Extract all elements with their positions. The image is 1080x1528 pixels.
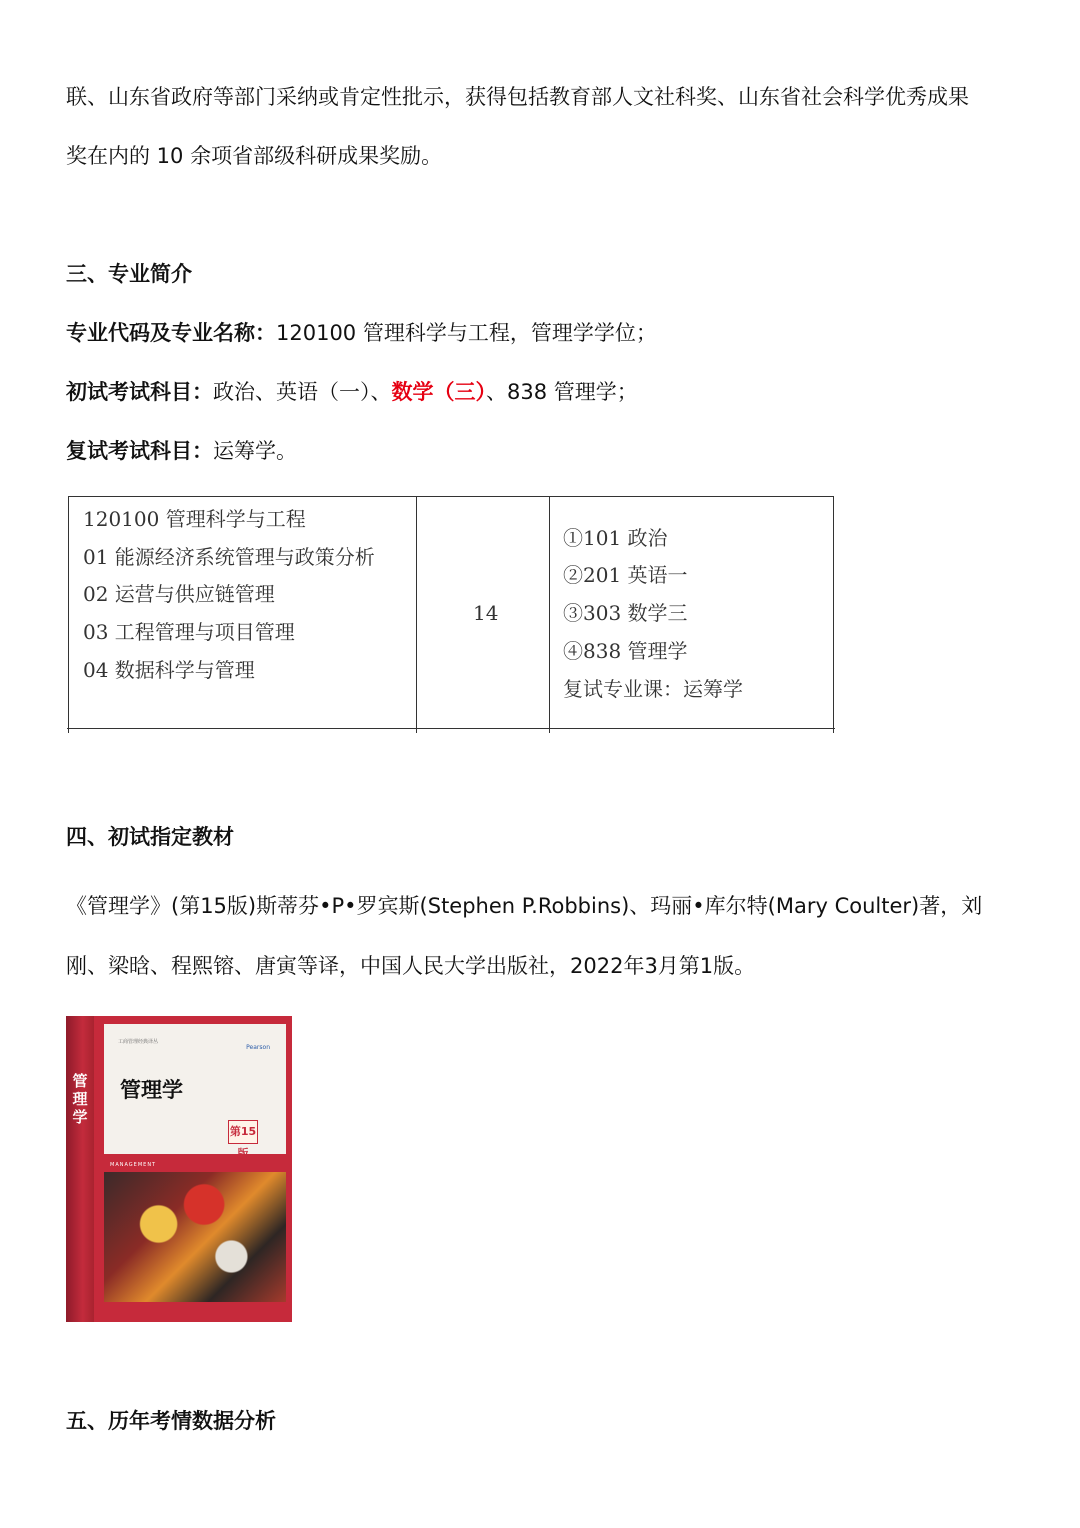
book-cover-artwork — [104, 1172, 286, 1302]
book-front-cover — [94, 1016, 292, 1322]
intro-line-1: 联、山东省政府等部门采纳或肯定性批示，获得包括教育部人文社科奖、山东省社会科学优秀成果 — [66, 85, 969, 109]
table-col1-row-1: 01 能源经济系统管理与政策分析 — [83, 545, 375, 569]
retest-subjects-line — [66, 436, 297, 466]
prelim-subjects-b: 、838 管理学； — [486, 380, 638, 404]
table-col3-row-0: ①101 政治 — [563, 526, 668, 550]
section-4-heading: 四、初试指定教材 — [66, 825, 234, 849]
textbook-cover-image — [66, 1016, 292, 1322]
section-5-heading: 五、历年考情数据分析 — [66, 1409, 276, 1433]
intro-line-2: 奖在内的 10 余项省部级科研成果奖励。 — [66, 144, 443, 168]
table-col1-row-3: 03 工程管理与项目管理 — [83, 620, 295, 644]
table-col3-row-3: ④838 管理学 — [563, 639, 688, 663]
section-3-heading: 三、专业简介 — [66, 262, 192, 286]
textbook-line-2: 刚、梁晗、程熙镕、唐寅等译，中国人民大学出版社，2022年3月第1版。 — [66, 954, 756, 978]
table-col1-row-0: 120100 管理科学与工程 — [83, 507, 306, 531]
textbook-line-1: 《管理学》(第15版)斯蒂芬•P•罗宾斯(Stephen P.Robbins)、玛丽•库尔特(Mary Coulter)著，刘 — [66, 894, 983, 918]
prelim-subjects-label: 初试考试科目： — [66, 380, 213, 404]
prelim-subjects-line — [66, 377, 638, 407]
table-divider-2 — [549, 497, 550, 733]
book-spine-title: 管理学 — [72, 1072, 88, 1126]
major-code-value: 120100 管理科学与工程，管理学学位； — [276, 321, 657, 345]
subjects-table — [68, 496, 834, 733]
table-col1-row-2: 02 运营与供应链管理 — [83, 582, 275, 606]
book-spine — [66, 1016, 94, 1322]
retest-subjects-value: 运筹学。 — [213, 439, 297, 463]
table-col3-row-1: ②201 英语一 — [563, 563, 688, 587]
prelim-subjects-a: 政治、英语（一）、 — [213, 380, 392, 404]
prelim-subjects-math: 数学（三） — [391, 380, 486, 404]
book-title-panel — [104, 1024, 286, 1160]
table-col2-count: 14 — [473, 601, 499, 625]
major-code-line — [66, 318, 657, 348]
book-series: 工商管理经典译丛 — [118, 1039, 159, 1045]
pearson-logo: Pearson — [246, 1044, 270, 1051]
major-code-label: 专业代码及专业名称： — [66, 321, 276, 345]
book-title: 管理学 — [120, 1078, 183, 1102]
table-col3-row-2: ③303 数学三 — [563, 601, 688, 625]
book-edition-badge: 第15版 — [228, 1120, 258, 1144]
table-col1-row-4: 04 数据科学与管理 — [83, 658, 255, 682]
retest-subjects-label: 复试考试科目： — [66, 439, 213, 463]
table-bottom-rule — [67, 728, 835, 729]
table-divider-1 — [416, 497, 417, 733]
book-subtitle: MANAGEMENT — [110, 1162, 157, 1168]
table-col3-row-4: 复试专业课：运筹学 — [563, 677, 743, 701]
